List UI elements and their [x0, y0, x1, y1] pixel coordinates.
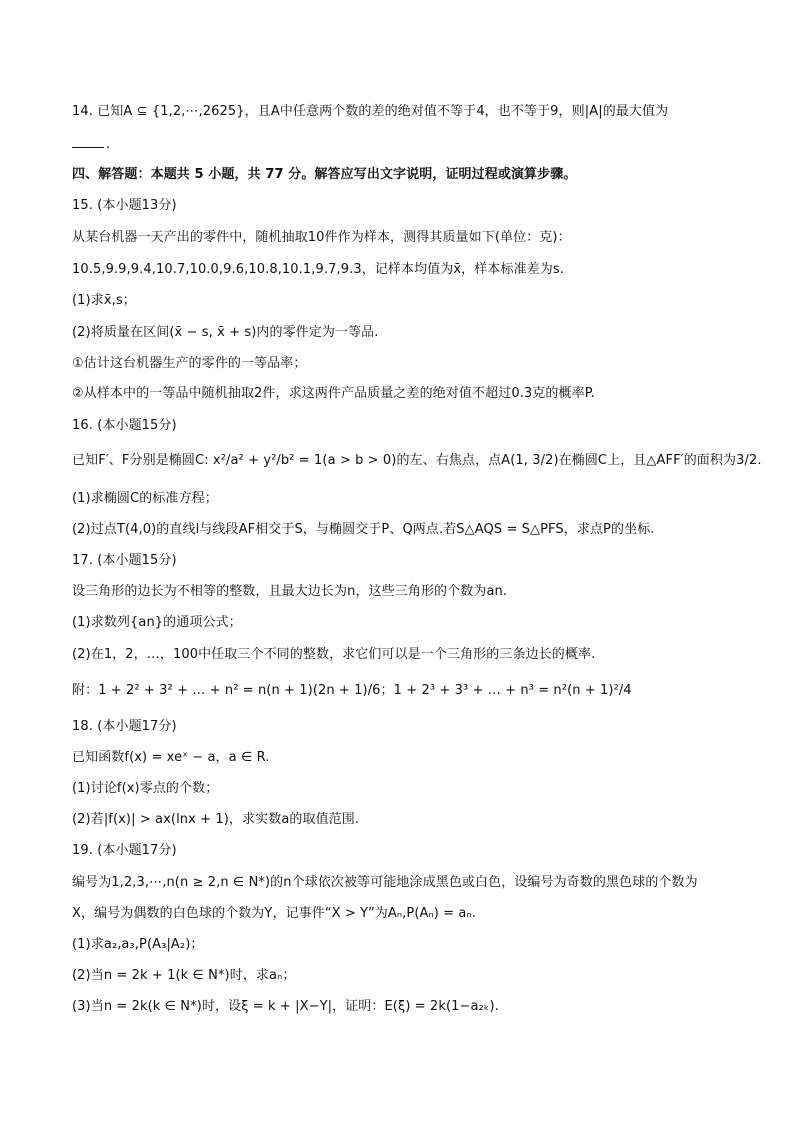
problem-16-part1: (1)求椭圆C的标准方程； — [72, 491, 218, 506]
problem-19-part1: (1)求a₂,a₃,P(A₃|A₂)； — [72, 937, 204, 952]
problem-16-part2: (2)过点T(4,0)的直线l与线段AF相交于S，与椭圆交于P、Q两点.若S△AQS = S△PFS，求点P的坐标. — [72, 522, 655, 537]
problem-19-intro-line2: X，编号为偶数的白色球的个数为Y，记事件“X > Y”为Aₙ,P(Aₙ) = aₙ. — [72, 906, 476, 921]
problem-16-header: 16. (本小题15分) — [72, 418, 177, 433]
problem-15-intro: 从某台机器一天产出的零件中，随机抽取10件作为样本，测得其质量如下(单位：克)： — [72, 230, 571, 245]
problem-18-intro: 已知函数f(x) = xeˣ − a，a ∈ R. — [72, 750, 270, 765]
problem-18-part1: (1)讨论f(x)零点的个数； — [72, 781, 219, 796]
problem-18-header: 18. (本小题17分) — [72, 719, 177, 734]
problem-15-part2-sub2: ②从样本中的一等品中随机抽取2件，求这两件产品质量之差的绝对值不超过0.3克的概率P. — [72, 386, 595, 401]
problem-15-part2: (2)将质量在区间(x̄ − s, x̄ + s)内的零件定为一等品. — [72, 325, 379, 340]
problem-15-header: 15. (本小题13分) — [72, 198, 177, 213]
problem-17-header: 17. (本小题15分) — [72, 553, 177, 568]
blank-period: . — [106, 137, 111, 152]
section-four-heading: 四、解答题：本题共 5 小题，共 77 分。解答应写出文字说明，证明过程或演算步骤。 — [72, 167, 577, 182]
problem-19-part2: (2)当n = 2k + 1(k ∈ N*)时，求aₙ； — [72, 968, 296, 983]
problem-17-part1: (1)求数列{an}的通项公式； — [72, 615, 242, 630]
problem-17-part2: (2)在1，2，…，100中任取三个不同的整数，求它们可以是一个三角形的三条边长的概率. — [72, 647, 596, 662]
problem-14-answer-blank — [72, 136, 732, 154]
problem-19-part3: (3)当n = 2k(k ∈ N*)时，设ξ = k + |X−Y|，证明：E(ξ) = 2k(1−a₂ₖ). — [72, 999, 499, 1014]
problem-17-intro: 设三角形的边长为不相等的整数，且最大边长为n，这些三角形的个数为an. — [72, 584, 508, 599]
problem-15-part2-sub1: ①估计这台机器生产的零件的一等品率； — [72, 356, 307, 371]
problem-19-header: 19. (本小题17分) — [72, 843, 177, 858]
answer-blank — [72, 137, 104, 148]
problem-15-part1: (1)求x̄,s； — [72, 293, 136, 308]
problem-16-intro: 已知F′、F分别是椭圆C: x²/a² + y²/b² = 1(a > b > 0)的左、右焦点，点A(1, 3/2)在椭圆C上，且△AFF′的面积为3/2. — [72, 453, 762, 468]
problem-18-part2: (2)若|f(x)| > ax(lnx + 1)，求实数a的取值范围. — [72, 812, 360, 827]
problem-19-intro-line1: 编号为1,2,3,⋯,n(n ≥ 2,n ∈ N*)的n个球依次被等可能地涂成黑色或白色，设编号为奇数的黑色球的个数为 — [72, 875, 698, 890]
problem-17-appendix: 附：1 + 2² + 3² + … + n² = n(n + 1)(2n + 1)/6；1 + 2³ + 3³ + … + n³ = n²(n + 1)²/4 — [72, 683, 632, 698]
problem-15-data: 10.5,9.9,9.4,10.7,10.0,9.6,10.8,10.1,9.7,9.3，记样本均值为x̄，样本标准差为s. — [72, 262, 564, 277]
problem-14-text: 14. 已知A ⊆ {1,2,⋯,2625}，且A中任意两个数的差的绝对值不等于4，也不等于9，则|A|的最大值为 — [72, 104, 669, 119]
